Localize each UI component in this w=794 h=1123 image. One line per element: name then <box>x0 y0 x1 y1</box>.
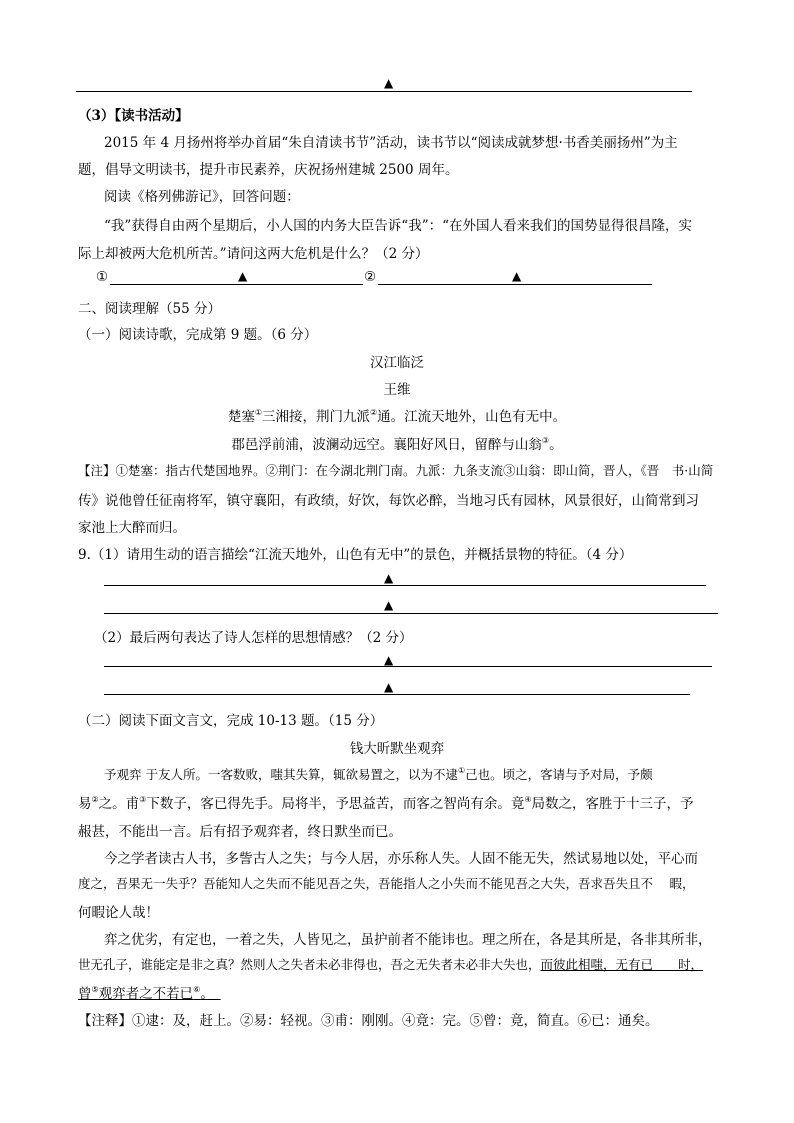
blank-label-2: ② <box>364 269 377 285</box>
classical-text-notes: 【注释】①逮：及，赶上。②易：轻视。③甫：刚刚。④竟：完。⑤曾：竟，简直。⑥已：通矣。 <box>78 1013 659 1029</box>
text-p1-line2: 易②之。甫③下数子，客已得先手。局将半，予思益苦，而客之智尚有余。竟④局数之，客胜于十三子，予 <box>78 795 694 812</box>
reading-activity-para3-line2: 际上却被两大危机所苦。”请问这两大危机是什么？（2 分） <box>78 246 429 262</box>
answer-marker: ▲ <box>384 571 394 585</box>
text-p1-line3: 赧甚，不能出一言。后有招予观弈者，终日默坐而已。 <box>78 824 402 840</box>
question-9-1: 9.（1）请用生动的语言描绘“江流天地外，山色有无中”的景色，并概括景物的特征。（4 分） <box>78 547 633 563</box>
answer-marker: ▲ <box>384 598 394 612</box>
poem-line-1: 楚塞①三湘接，荆门九派②通。江流天地外，山色有无中。 <box>227 408 567 425</box>
answer-marker: ▲ <box>384 653 394 667</box>
poem-note-line-1: 【注】①楚塞：指古代楚国地界。②荆门：在今湖北荆门南。九派：九条支流③山翁：即山简，晋人，《晋 书·山简 <box>78 463 714 478</box>
answer-blank-2[interactable] <box>378 284 652 285</box>
text-p3-line3: 曾⑤观弈者之不若已⑥。 <box>78 985 208 1002</box>
part-2-heading: （二）阅读下面文言文，完成 10-13 题。（15 分） <box>78 713 384 729</box>
reading-activity-para1-line2: 题，倡导文明读书，提升市民素养，庆祝扬州建城 2500 周年。 <box>78 162 459 178</box>
reading-activity-para2: 阅读《格列佛游记》，回答问题： <box>104 189 300 205</box>
reading-activity-para1-line1: 2015 年 4 月扬州将举办首届“朱自清读书节”活动，读书节以“阅读成就梦想·书香美丽扬州”为主 <box>104 135 678 151</box>
question-9-2: （2）最后两句表达了诗人怎样的思想情感？（2 分） <box>94 630 413 646</box>
poem-author: 王维 <box>383 382 411 398</box>
poem-note-line-3: 家池上大醉而归。 <box>78 520 186 536</box>
answer-blank-1[interactable] <box>110 284 363 285</box>
reading-activity-heading: （3）【读书活动】 <box>78 108 189 124</box>
underlined-sentence: 而彼此相嗤，无有已 时， <box>540 957 704 972</box>
answer-line-9-2a[interactable] <box>104 666 712 667</box>
text-p1-line1: 予观弈 于友人所。一客数败，嗤其失算，辄欲易置之，以为不逮①己也。顷之，客请与予对局，予颇 <box>104 766 653 782</box>
poem-note-line-2: 传》说他曾任征南将军，镇守襄阳，有政绩，好饮，每饮必醉，当地习氏有园林，风景很好，山简常到习 <box>78 493 699 509</box>
poem-title: 汉江临泛 <box>370 355 424 371</box>
section-2-title: 二、阅读理解（55 分） <box>78 301 221 317</box>
text-p2-line1: 今之学者读古人书，多訾古人之失；与今人居，亦乐称人失。人固不能无失，然试易地以处，平心而 <box>104 851 698 867</box>
answer-marker: ▲ <box>512 269 522 283</box>
text-p2-line2: 度之，吾果无一失乎？吾能知人之失而不能见吾之失，吾能指人之小失而不能见吾之大失，吾求吾失且不 暇， <box>78 876 695 891</box>
text-p2-line3: 何暇论人哉！ <box>78 905 159 921</box>
poem-line-2: 郡邑浮前浦，波澜动远空。襄阳好风日，留醉与山翁③。 <box>231 436 563 453</box>
text-p3-line1: 弈之优劣，有定也，一着之失，人皆见之，虽护前者不能讳也。理之所在，各是其所是，各非其所非， <box>104 932 712 948</box>
blank-label-1: ① <box>96 269 109 285</box>
answer-marker: ▲ <box>238 269 248 283</box>
answer-marker: ▲ <box>384 680 394 694</box>
answer-line-top <box>76 91 692 92</box>
part-1-heading: （一）阅读诗歌，完成第 9 题。（6 分） <box>78 327 318 343</box>
answer-line-9-2b[interactable] <box>104 694 690 695</box>
answer-marker: ▲ <box>384 76 394 90</box>
reading-activity-para3-line1: “我”获得自由两个星期后，小人国的内务大臣告诉“我”：“在外国人看来我们的国势显得很昌隆，实 <box>104 218 693 234</box>
classical-text-title: 钱大昕默坐观弈 <box>349 741 445 757</box>
answer-line-9-1a[interactable] <box>104 585 706 586</box>
text-p3-line2: 世无孔子，谁能定是非之真？然则人之失者未必非得也，吾之无失者未必非大失也，而彼此相嗤，无有已 时， <box>78 957 704 972</box>
answer-line-9-1b[interactable] <box>104 613 718 614</box>
